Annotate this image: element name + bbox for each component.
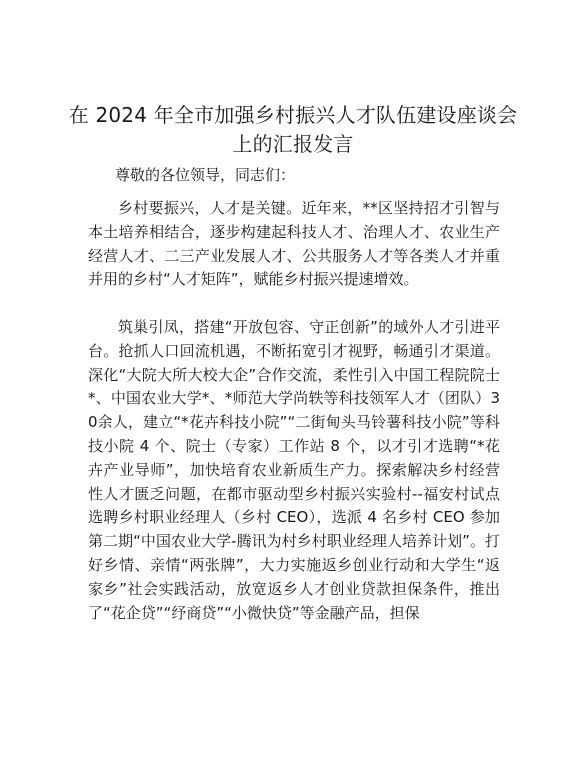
document-title: 在 2024 年全市加强乡村振兴人才队伍建设座谈会上的汇报发言 <box>68 103 518 156</box>
paragraph-2: 筑巢引凤，搭建“开放包容、守正创新”的域外人才引进平台。抢抓人口回流机遇，不断拓宽引才视野，畅通引才渠道。深化“大院大所大校大企”合作交流，柔性引入中国工程院院士*、中国农业大学*、*师范大学尚轶等科技领军人才（团队）30余人，建立“*花卉科技小院”“二街甸头马铃薯科技小院”等科技小院 4 个、院士（专家）工作站 8 个，以才引才选聘“*花卉产业导师”，加快培育农业新质生产力。探索解决乡村经营性人才匮乏问题，在都市驱动型乡村振兴实验村--福安村试点选聘乡村职业经理人（乡村 CEO），选派 4 名乡村 CEO 参加第二期“中国农业大学-腾讯为村乡村职业经理人培养计划”。打好乡情、亲情“两张牌”，大力实施返乡创业行动和大学生“返家乡”社会实践活动，放宽返乡人才创业贷款担保条件，推出了“花企贷”“纾商贷”“小微快贷”等金融产品，担保 <box>88 318 500 622</box>
paragraph-1: 乡村要振兴，人才是关键。近年来，**区坚持招才引智与本土培养相结合，逐步构建起科技人才、治理人才、农业生产经营人才、二三产业发展人才、公共服务人才等各类人才并重并用的乡村“人才矩阵”，赋能乡村振兴提速增效。 <box>88 199 500 289</box>
greeting: 尊敬的各位领导，同志们： <box>115 166 296 184</box>
